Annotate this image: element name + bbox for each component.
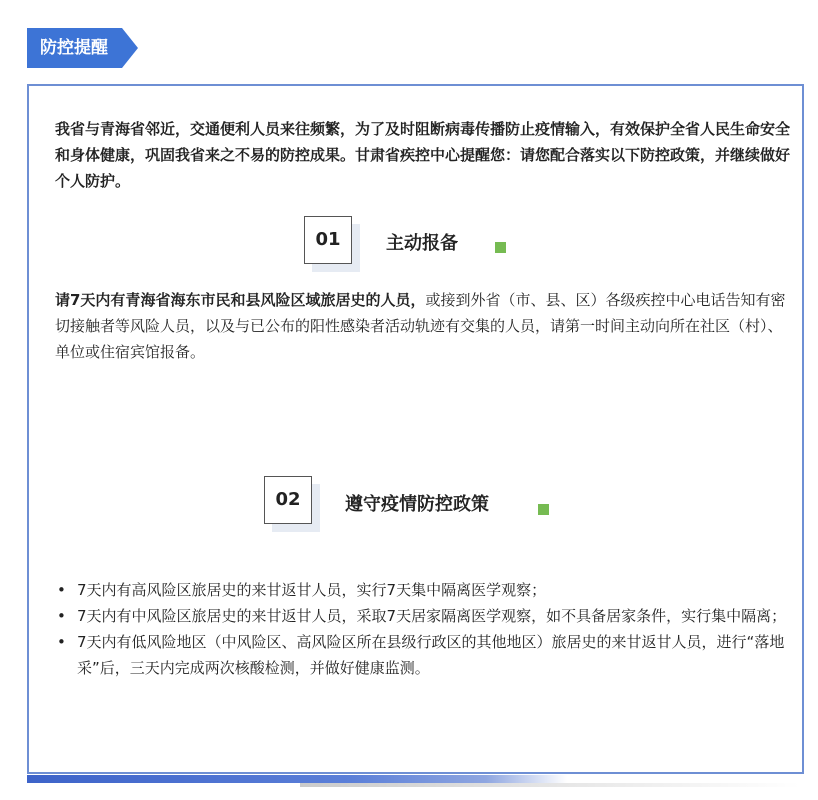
bullet-dot-icon: • [57, 633, 66, 651]
list-item-text: 7天内有高风险区旅居史的来甘返甘人员，实行7天集中隔离医学观察； [77, 581, 547, 599]
list-item [55, 629, 790, 681]
footer-shadow [300, 783, 800, 787]
section-01-body-bold: 请7天内有青海省海东市民和县风险区域旅居史的人员， [55, 291, 426, 309]
section-title-02: 遵守疫情防控政策 [345, 494, 489, 515]
bullet-dot-icon: • [57, 581, 66, 599]
list-item-text: 7天内有低风险地区（中风险区、高风险区所在县级行政区的其他地区）旅居史的来甘返甘人员，进行“落地采”后，三天内完成两次核酸检测，并做好健康监测。 [77, 633, 785, 677]
bullet-dot-icon: • [57, 607, 66, 625]
section-number-01: 01 [304, 216, 352, 264]
section-01-body [55, 287, 790, 365]
green-square-icon [495, 242, 506, 253]
section-number-02: 02 [264, 476, 312, 524]
policy-list [55, 577, 790, 681]
section-tag [27, 28, 122, 68]
intro-paragraph: 我省与青海省邻近，交通便利人员来往频繁，为了及时阻断病毒传播防止疫情输入，有效保护全省人民生命安全和身体健康，巩固我省来之不易的防控成果。甘肃省疾控中心提醒您：请您配合落实以下防控政策，并继续做好个人防护。 [55, 120, 791, 190]
list-item-text: 7天内有中风险区旅居史的来甘返甘人员，采取7天居家隔离医学观察，如不具备居家条件，实行集中隔离； [77, 607, 787, 625]
list-item [55, 603, 790, 629]
section-tag-label: 防控提醒 [40, 38, 108, 58]
green-square-icon [538, 504, 549, 515]
section-tag-arrow [122, 28, 138, 68]
footer-bar [27, 775, 567, 783]
section-01-body-rest: 或接到外省（市、县、区）各级疾控中心电话告知有密切接触者等风险人员，以及与已公布的阳性感染者活动轨迹有交集的人员，请第一时间主动向所在社区（村）、单位或住宿宾馆报备。 [55, 291, 786, 361]
section-title-01: 主动报备 [386, 233, 458, 254]
list-item [55, 577, 790, 603]
